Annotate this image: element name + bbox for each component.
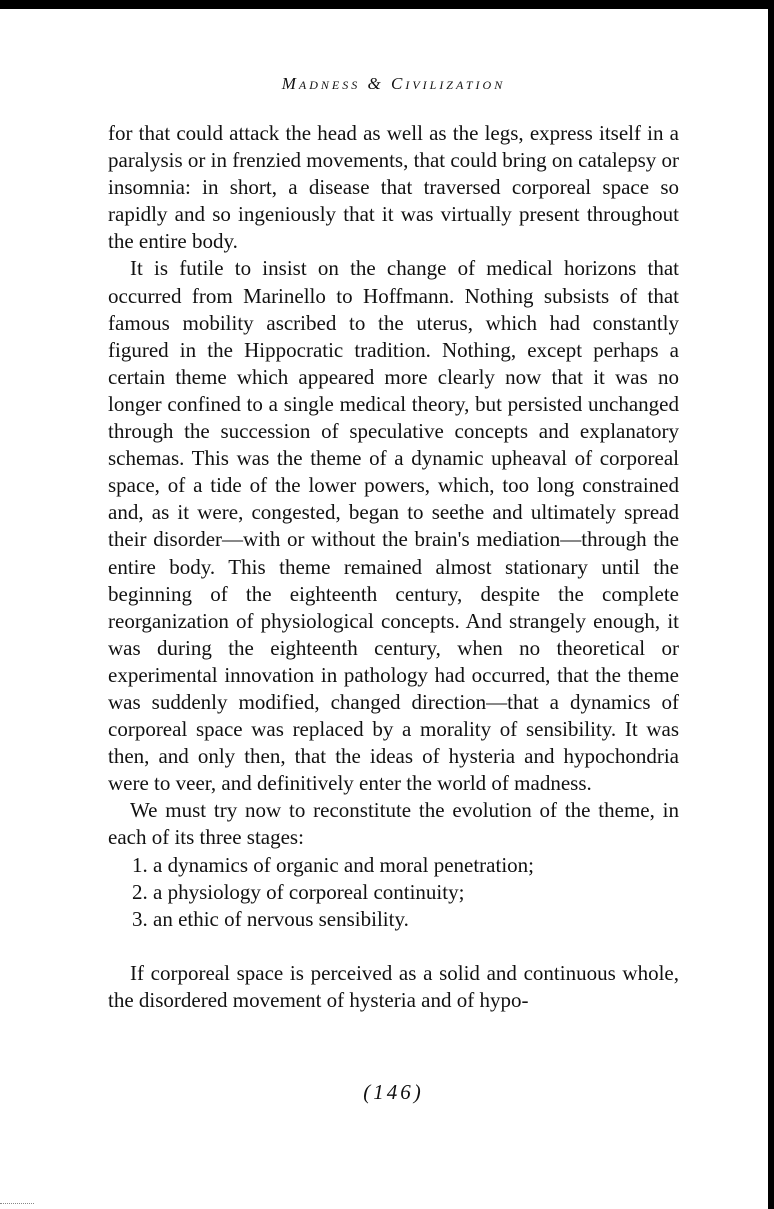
section-gap xyxy=(108,933,679,960)
scan-artifact xyxy=(0,1203,34,1204)
list-item: 2. a physiology of corporeal continuity; xyxy=(132,879,465,904)
scan-border-right xyxy=(768,0,774,1209)
paragraph-corporeal-space: If corporeal space is perceived as a solid and continuous whole, the disordered movement of hysteria and of hypo- xyxy=(108,960,679,1012)
paragraph-three-stages-intro: We must try now to reconstitute the evolution of the theme, in each of its three stages: xyxy=(108,798,679,850)
running-head: Madness & Civilization xyxy=(281,74,506,93)
stages-list xyxy=(108,852,679,933)
paragraph-continued: for that could attack the head as well as the legs, express itself in a paralysis or in frenzied movements, that could bring on catalepsy or insomnia: in short, a disease that traversed corporeal space so rapidly and so ingeniously that it was virtually present throughout the entire body. xyxy=(108,121,679,254)
scan-border-top xyxy=(0,0,774,9)
page-body xyxy=(108,120,679,1014)
page-number: (146) xyxy=(363,1080,424,1104)
paragraph-medical-horizons: It is futile to insist on the change of medical horizons that occurred from Marinello to Hoffmann. Nothing subsists of that famous mobility ascribed to the uterus, which had constantly figured in the Hippocratic tradition. Nothing, except perhaps a certain theme which appeared more clearly now that it was no longer confined to a single medical theory, but persisted unchanged through the succession of speculative concepts and explanatory schemas. This was the theme of a dynamic upheaval of corporeal space, of a tide of the lower powers, which, too long constrained and, as it were, congested, began to seethe and ultimately spread their disorder—with or without the brain's mediation—through the entire body. This theme remained almost stationary until the beginning of the eighteenth century, despite the complete reorganization of physiological concepts. And strangely enough, it was during the eighteenth century, when no theoretical or experimental innovation in pathology had occurred, that the theme was suddenly modified, changed direction—that a dynamics of corporeal space was replaced by a morality of sensibility. It was then, and only then, that the ideas of hysteria and hypochondria were to veer, and definitively enter the world of madness. xyxy=(108,256,679,796)
list-item: 3. an ethic of nervous sensibility. xyxy=(132,906,409,931)
list-item: 1. a dynamics of organic and moral penetration; xyxy=(132,852,534,877)
